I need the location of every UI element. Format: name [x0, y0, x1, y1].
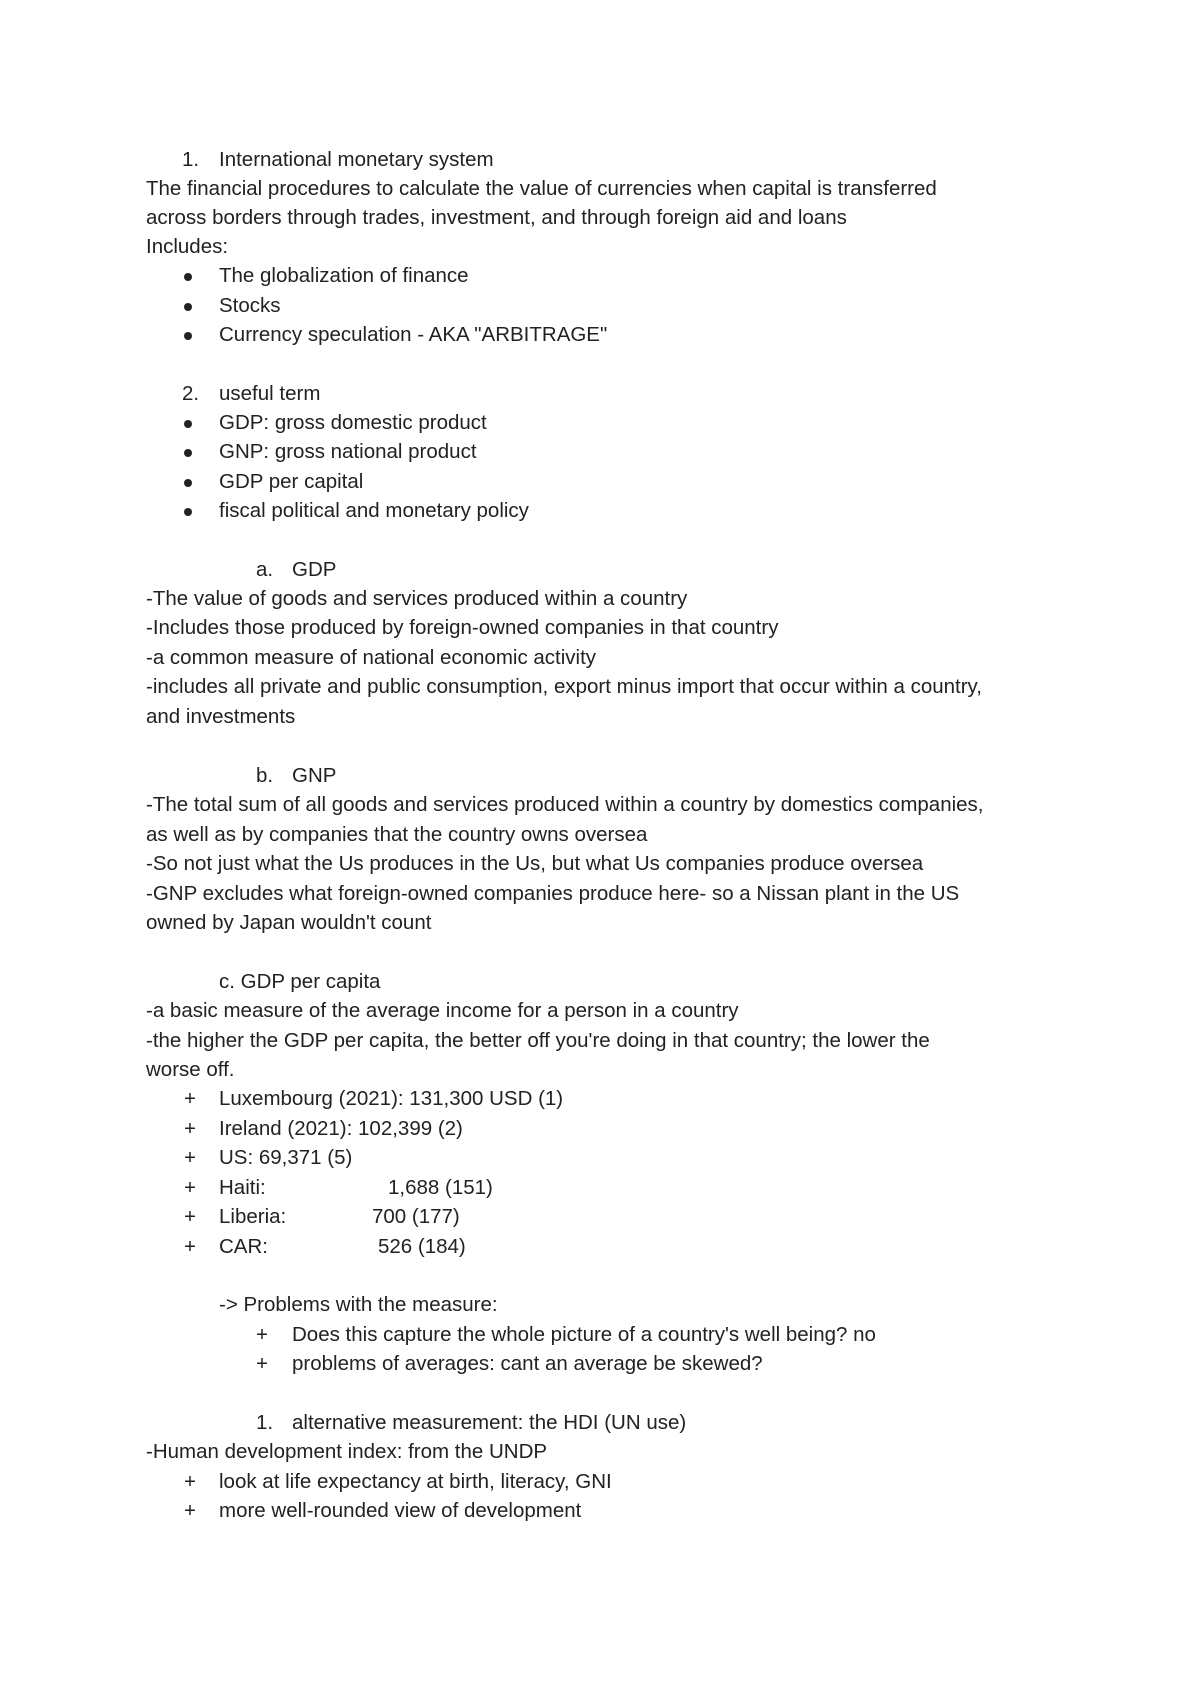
plus-bullet-icon: + — [184, 1499, 196, 1522]
section-heading: useful term — [219, 382, 321, 405]
country-value: 1,688 (151) — [388, 1176, 493, 1199]
subsection-heading: alternative measurement: the HDI (UN use) — [292, 1411, 687, 1434]
paragraph-line: -Human development index: from the UNDP — [146, 1440, 548, 1463]
subsection-heading: c. GDP per capita — [219, 970, 381, 993]
bullet-icon — [184, 332, 192, 340]
problem-item: problems of averages: cant an average be skewed? — [292, 1352, 763, 1375]
paragraph-line: -The total sum of all goods and services produced within a country by domestics companies, — [146, 793, 984, 816]
paragraph-line: across borders through trades, investment, and through foreign aid and loans — [146, 206, 847, 229]
plus-bullet-icon: + — [184, 1087, 196, 1110]
list-item: more well-rounded view of development — [219, 1499, 582, 1522]
list-number: 2. — [182, 382, 200, 405]
bullet-icon — [184, 303, 192, 311]
list-item: Currency speculation - AKA "ARBITRAGE" — [219, 323, 608, 346]
subsection-heading: GDP — [292, 558, 337, 581]
country-item: US: 69,371 (5) — [219, 1146, 353, 1169]
problem-item: Does this capture the whole picture of a country's well being? no — [292, 1323, 876, 1346]
list-number: 1. — [256, 1411, 274, 1434]
list-item: Stocks — [219, 294, 281, 317]
paragraph-line: Includes: — [146, 235, 229, 258]
paragraph-line: -Includes those produced by foreign-owned companies in that country — [146, 616, 779, 639]
list-item: look at life expectancy at birth, literacy, GNI — [219, 1470, 612, 1493]
plus-bullet-icon: + — [184, 1117, 196, 1140]
list-item: fiscal political and monetary policy — [219, 499, 529, 522]
country-item: Ireland (2021): 102,399 (2) — [219, 1117, 463, 1140]
paragraph-line: -a basic measure of the average income for a person in a country — [146, 999, 739, 1022]
paragraph-line: -includes all private and public consumption, export minus import that occur within a country, — [146, 675, 982, 698]
paragraph-line: -a common measure of national economic activity — [146, 646, 597, 669]
paragraph-line: -The value of goods and services produced within a country — [146, 587, 688, 610]
bullet-icon — [184, 508, 192, 516]
list-letter: a. — [256, 558, 274, 581]
country-value: 526 (184) — [378, 1235, 466, 1258]
paragraph-line: -So not just what the Us produces in the Us, but what Us companies produce oversea — [146, 852, 924, 875]
country-item: CAR: — [219, 1235, 268, 1258]
plus-bullet-icon: + — [184, 1146, 196, 1169]
plus-bullet-icon: + — [184, 1470, 196, 1493]
plus-bullet-icon: + — [256, 1323, 268, 1346]
country-item: Haiti: — [219, 1176, 266, 1199]
subsection-heading: GNP — [292, 764, 337, 787]
problems-heading: -> Problems with the measure: — [219, 1293, 498, 1316]
bullet-icon — [184, 479, 192, 487]
list-item: GDP: gross domestic product — [219, 411, 487, 434]
country-item: Liberia: — [219, 1205, 287, 1228]
paragraph-line: worse off. — [146, 1058, 235, 1081]
paragraph-line: The financial procedures to calculate the value of currencies when capital is transferred — [146, 177, 937, 200]
bullet-icon — [184, 420, 192, 428]
plus-bullet-icon: + — [184, 1176, 196, 1199]
list-number: 1. — [182, 148, 200, 171]
section-heading: International monetary system — [219, 148, 494, 171]
plus-bullet-icon: + — [184, 1205, 196, 1228]
list-item: GDP per capital — [219, 470, 364, 493]
bullet-icon — [184, 449, 192, 457]
country-value: 700 (177) — [372, 1205, 460, 1228]
plus-bullet-icon: + — [256, 1352, 268, 1375]
paragraph-line: as well as by companies that the country owns oversea — [146, 823, 648, 846]
bullet-icon — [184, 273, 192, 281]
paragraph-line: -the higher the GDP per capita, the better off you're doing in that country; the lower the — [146, 1029, 930, 1052]
paragraph-line: -GNP excludes what foreign-owned companies produce here- so a Nissan plant in the US — [146, 882, 960, 905]
paragraph-line: and investments — [146, 705, 296, 728]
paragraph-line: owned by Japan wouldn't count — [146, 911, 432, 934]
list-item: The globalization of finance — [219, 264, 469, 287]
list-item: GNP: gross national product — [219, 440, 477, 463]
list-letter: b. — [256, 764, 274, 787]
plus-bullet-icon: + — [184, 1235, 196, 1258]
country-item: Luxembourg (2021): 131,300 USD (1) — [219, 1087, 564, 1110]
